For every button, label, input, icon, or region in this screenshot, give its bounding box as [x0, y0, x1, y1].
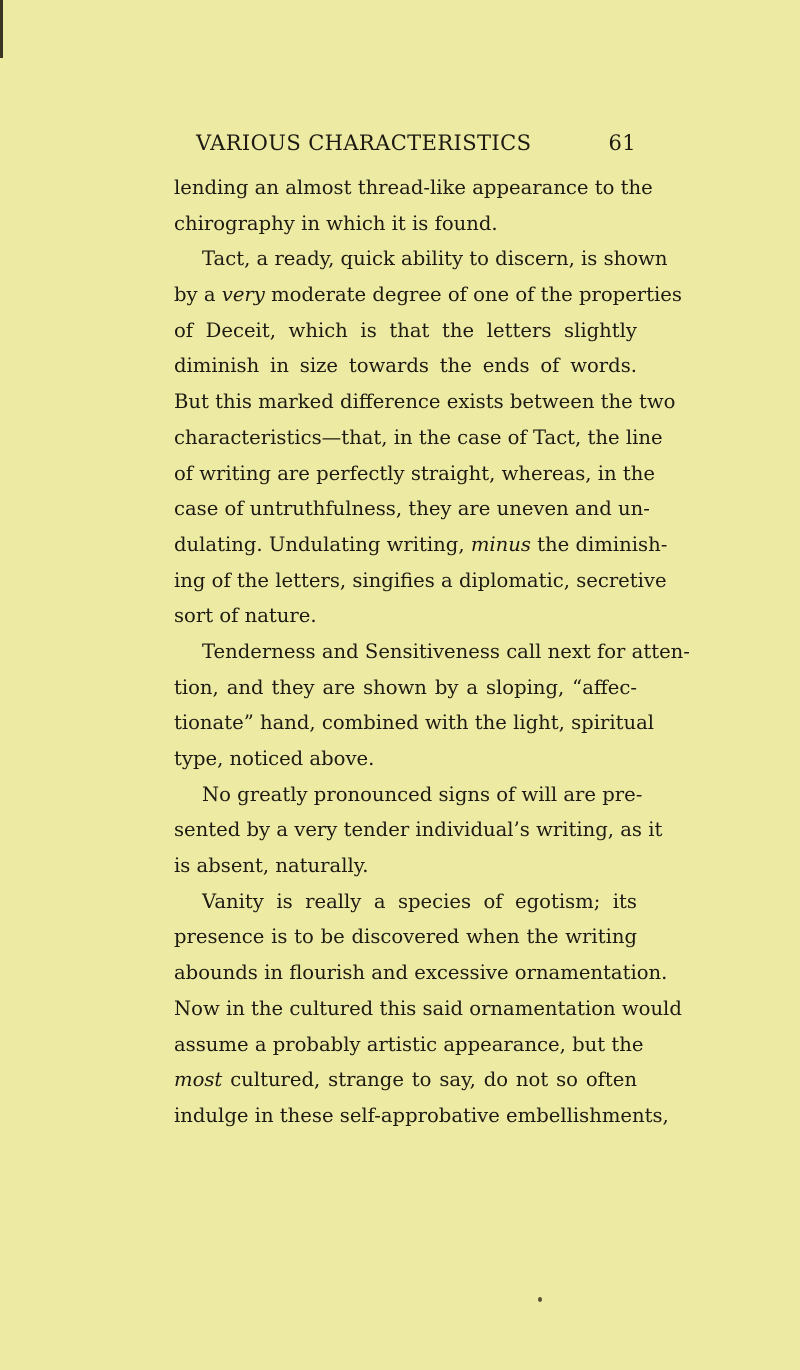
text-line-13: sort of nature. — [174, 604, 317, 628]
text-line-12: ing of the letters, singifies a diplomatic, secretive — [174, 568, 667, 592]
body-text — [174, 170, 690, 1134]
text-line-21: Vanity is really a species of egotism; its — [202, 889, 637, 913]
text-line-10: case of untruthfulness, they are uneven and un- — [174, 497, 650, 521]
text-line-15: tion, and they are shown by a sloping, “affec- — [174, 675, 637, 699]
text-line-2: chirography in which it is found. — [174, 211, 498, 235]
page-edge-shadow — [0, 0, 3, 58]
emphasis-very: very — [221, 283, 265, 307]
print-speck — [538, 1297, 542, 1302]
emphasis-minus: minus — [470, 532, 531, 556]
text-line-3: Tact, a ready, quick ability to discern, is shown — [202, 247, 668, 271]
text-line-9: of writing are perfectly straight, whereas, in the — [174, 461, 655, 485]
text-line-5: of Deceit, which is that the letters slightly — [174, 318, 637, 342]
text-line-17: type, noticed above. — [174, 747, 375, 770]
text-line-7: But this marked difference exists between the two — [174, 390, 676, 414]
text-line-6: diminish in size towards the ends of words. — [174, 354, 637, 378]
text-line-11: dulating. Undulating writing, minus the diminish- — [174, 532, 668, 556]
page-number: 61 — [608, 131, 636, 155]
text-line-14: Tenderness and Sensitiveness call next for atten- — [202, 639, 690, 663]
running-head — [196, 126, 636, 160]
text-line-23: abounds in flourish and excessive ornamentation. — [174, 961, 668, 985]
text-line-1: lending an almost thread-like appearance to the — [174, 176, 653, 199]
text-line-16: tionate” hand, combined with the light, spiritual — [174, 711, 655, 735]
text-line-22: presence is to be discovered when the writing — [174, 925, 637, 949]
running-title: VARIOUS CHARACTERISTICS — [196, 131, 532, 155]
text-line-20: is absent, naturally. — [174, 854, 369, 878]
text-line-4: by a very moderate degree of one of the properties — [174, 283, 682, 307]
text-line-27: indulge in these self-approbative embellishments, — [174, 1103, 669, 1127]
emphasis-most: most — [174, 1068, 223, 1092]
text-line-8: characteristics—that, in the case of Tact, the line — [174, 425, 663, 449]
text-line-25: assume a probably artistic appearance, but the — [174, 1032, 644, 1056]
text-line-24: Now in the cultured this said ornamentation would — [174, 996, 682, 1020]
text-line-18: No greatly pronounced signs of will are pre- — [202, 782, 643, 806]
text-line-26: most cultured, strange to say, do not so often — [174, 1068, 637, 1092]
text-line-19: sented by a very tender individual’s writing, as it — [174, 818, 663, 842]
